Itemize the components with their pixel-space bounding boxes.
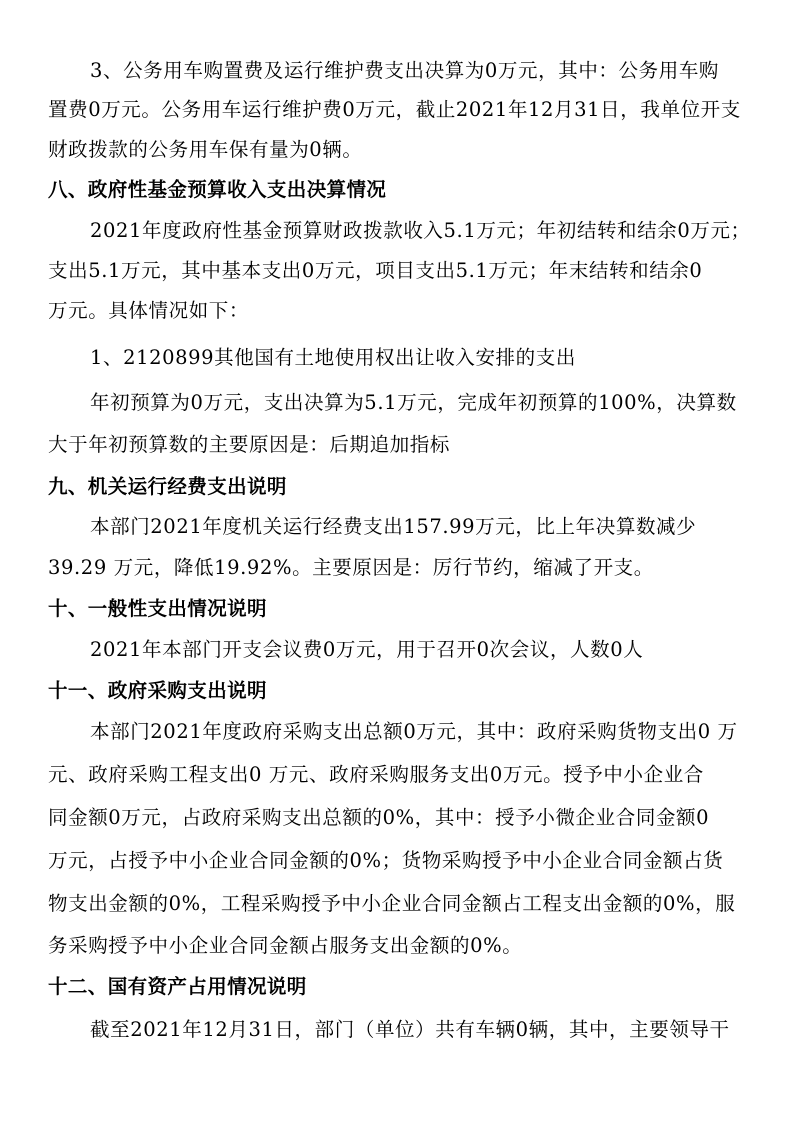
section-heading: 九、机关运行经费支出说明 xyxy=(48,475,287,498)
paragraph-line: 支出5.1万元，其中基本支出0万元，项目支出5.1万元；年末结转和结余0 xyxy=(48,259,703,282)
paragraph-line: 2021年本部门开支会议费0万元，用于召开0次会议，人数0人 xyxy=(90,638,644,661)
paragraph-line: 截至2021年12月31日，部门（单位）共有车辆0辆，其中，主要领导干 xyxy=(90,1018,730,1041)
paragraph-line: 万元，占授予中小企业合同金额的0%；货物采购授予中小企业合同金额占货 xyxy=(48,849,724,872)
paragraph-line: 39.29 万元，降低19.92%。主要原因是：厉行节约，缩减了开支。 xyxy=(48,556,654,579)
paragraph-line: 3、公务用车购置费及运行维护费支出决算为0万元，其中：公务用车购 xyxy=(90,59,720,82)
paragraph-line: 元、政府采购工程支出0 万元、政府采购服务支出0万元。授予中小企业合 xyxy=(48,763,704,786)
paragraph-line: 1、2120899其他国有土地使用权出让收入安排的支出 xyxy=(90,346,576,369)
section-heading: 十二、国有资产占用情况说明 xyxy=(48,975,307,998)
paragraph-line: 务采购授予中小企业合同金额占服务支出金额的0%。 xyxy=(48,934,523,957)
paragraph-line: 财政拨款的公务用车保有量为0辆。 xyxy=(48,138,363,161)
paragraph-line: 置费0万元。公务用车运行维护费0万元，截止2021年12月31日，我单位开支 xyxy=(48,98,741,121)
paragraph-line: 大于年初预算数的主要原因是：后期追加指标 xyxy=(48,433,451,456)
paragraph-line: 2021年度政府性基金预算财政拨款收入5.1万元；年初结转和结余0万元； xyxy=(90,219,751,242)
paragraph-line: 本部门2021年度政府采购支出总额0万元，其中：政府采购货物支出0 万 xyxy=(90,720,738,743)
section-heading: 十一、政府采购支出说明 xyxy=(48,679,267,702)
section-heading: 十、一般性支出情况说明 xyxy=(48,597,267,620)
paragraph-line: 万元。具体情况如下： xyxy=(48,299,250,322)
paragraph-line: 同金额0万元，占政府采购支出总额的0%，其中：授予小微企业合同金额0 xyxy=(48,806,710,829)
paragraph-line: 本部门2021年度机关运行经费支出157.99万元，比上年决算数减少 xyxy=(90,515,697,538)
section-heading: 八、政府性基金预算收入支出决算情况 xyxy=(48,178,387,201)
paragraph-line: 年初预算为0万元，支出决算为5.1万元，完成年初预算的100%，决算数 xyxy=(90,391,737,414)
paragraph-line: 物支出金额的0%，工程采购授予中小企业合同金额占工程支出金额的0%，服 xyxy=(48,892,736,915)
